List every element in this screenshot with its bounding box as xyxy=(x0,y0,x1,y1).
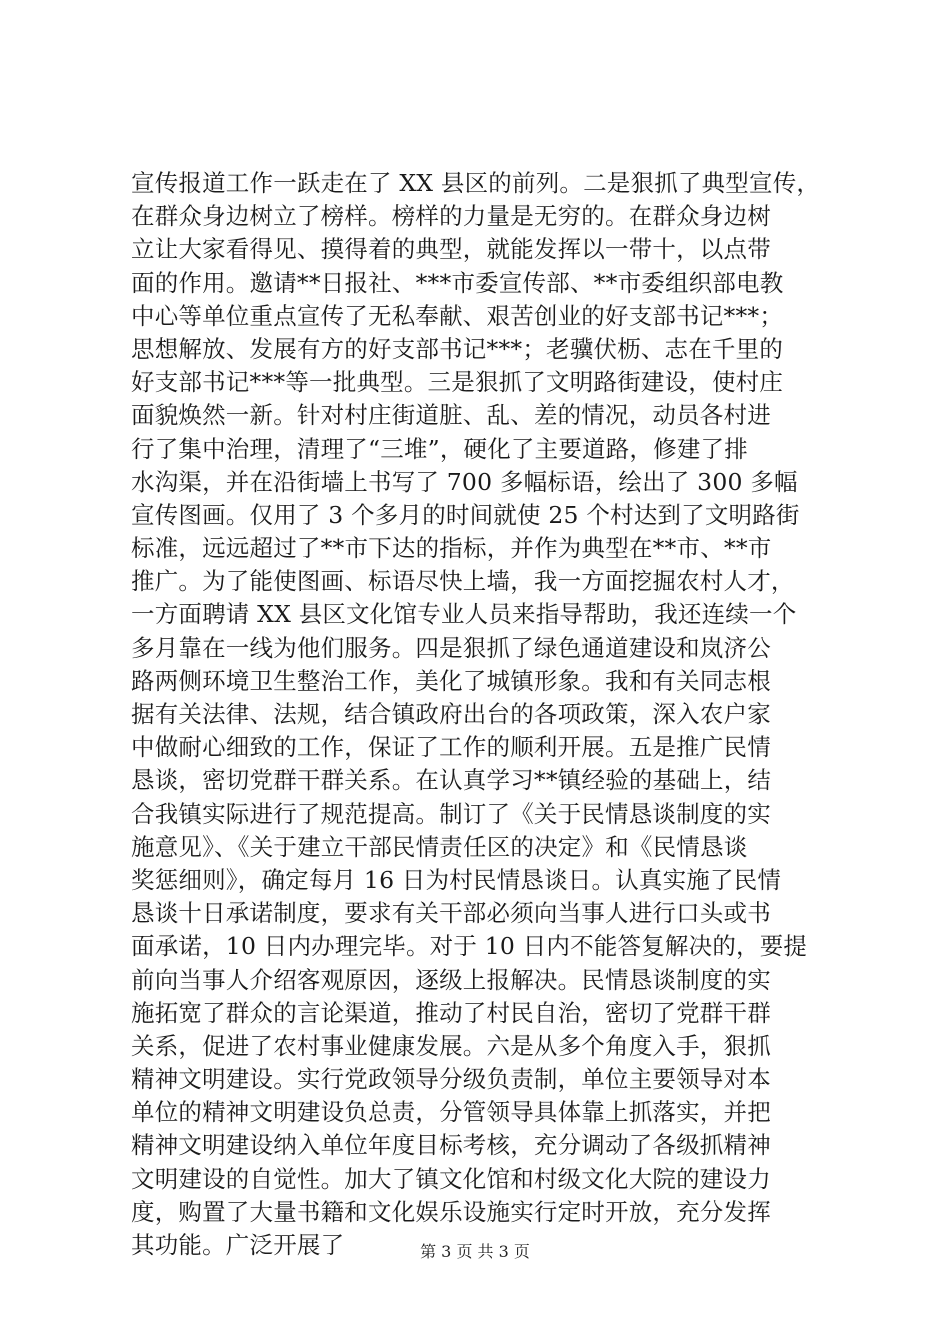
body-text xyxy=(131,167,831,1262)
text-line: 精神文明建设纳入单位年度目标考核，充分调动了各级抓精神 xyxy=(131,1131,771,1160)
text-line: 中做耐心细致的工作，保证了工作的顺利开展。五是推广民情 xyxy=(131,733,771,762)
text-line: 一方面聘请 XX 县区文化馆专业人员来指导帮助，我还连续一个 xyxy=(131,600,797,629)
text-line: 路两侧环境卫生整治工作，美化了城镇形象。我和有关同志根 xyxy=(131,666,771,695)
text-line: 好支部书记***等一批典型。三是狠抓了文明路街建设，使村庄 xyxy=(131,368,784,397)
page-number-label: 第 3 页 共 3 页 xyxy=(420,1242,530,1261)
text-line: 立让大家看得见、摸得着的典型，就能发挥以一带十，以点带 xyxy=(131,235,771,264)
text-line: 单位的精神文明建设负总责，分管领导具体靠上抓落实，并把 xyxy=(131,1098,771,1127)
text-line: 奖惩细则》，确定每月 16 日为村民情恳谈日。认真实施了民情 xyxy=(131,865,782,894)
text-line: 思想解放、发展有方的好支部书记***；老骥伏枥、志在千里的 xyxy=(131,334,784,363)
text-line: 多月靠在一线为他们服务。四是狠抓了绿色通道建设和岚济公 xyxy=(131,633,771,662)
text-line: 宣传图画。仅用了 3 个多月的时间就使 25 个村达到了文明路街 xyxy=(131,500,800,529)
text-line: 推广。为了能使图画、标语尽快上墙，我一方面挖掘农村人才， xyxy=(131,567,795,596)
text-line: 面承诺，10 日内办理完毕。对于 10 日内不能答复解决的，要提 xyxy=(131,932,808,961)
text-line: 文明建设的自觉性。加大了镇文化馆和村级文化大院的建设力 xyxy=(131,1164,771,1193)
text-line: 行了集中治理，清理了“三堆”，硬化了主要道路，修建了排 xyxy=(131,434,748,463)
text-line: 宣传报道工作一跃走在了 XX 县区的前列。二是狠抓了典型宣传， xyxy=(131,169,821,197)
text-line: 度，购置了大量书籍和文化娱乐设施实行定时开放，充分发挥 xyxy=(131,1197,771,1226)
text-line: 精神文明建设。实行党政领导分级负责制，单位主要领导对本 xyxy=(131,1065,771,1094)
text-line: 面的作用。邀请**日报社、***市委宣传部、**市委组织部电教 xyxy=(131,268,784,297)
text-line: 施拓宽了群众的言论渠道，推动了村民自治，密切了党群干群 xyxy=(131,998,771,1027)
text-line: 在群众身边树立了榜样。榜样的力量是无穷的。在群众身边树 xyxy=(131,202,771,231)
page-footer xyxy=(0,1241,950,1263)
text-line: 水沟渠，并在沿街墙上书写了 700 多幅标语，绘出了 300 多幅 xyxy=(131,467,798,496)
text-line: 施意见》、《关于建立干部民情责任区的决定》和《民情恳谈 xyxy=(131,832,748,861)
text-line: 中心等单位重点宣传了无私奉献、艰苦创业的好支部书记***； xyxy=(131,301,784,330)
text-line: 前向当事人介绍客观原因，逐级上报解决。民情恳谈制度的实 xyxy=(131,965,771,994)
text-line: 恳谈十日承诺制度，要求有关干部必须向当事人进行口头或书 xyxy=(131,899,771,928)
text-line: 标准，远远超过了**市下达的指标，并作为典型在**市、**市 xyxy=(131,534,772,563)
text-line: 合我镇实际进行了规范提高。制订了《关于民情恳谈制度的实 xyxy=(131,799,771,828)
text-line: 其功能。广泛开展了 xyxy=(131,1231,345,1259)
text-line: 关系，促进了农村事业健康发展。六是从多个角度入手，狠抓 xyxy=(131,1031,771,1060)
text-line: 据有关法律、法规，结合镇政府出台的各项政策，深入农户家 xyxy=(131,700,771,728)
text-line: 面貌焕然一新。针对村庄街道脏、乱、差的情况，动员各村进 xyxy=(131,401,771,430)
text-line: 恳谈，密切党群干群关系。在认真学习**镇经验的基础上，结 xyxy=(131,766,772,795)
